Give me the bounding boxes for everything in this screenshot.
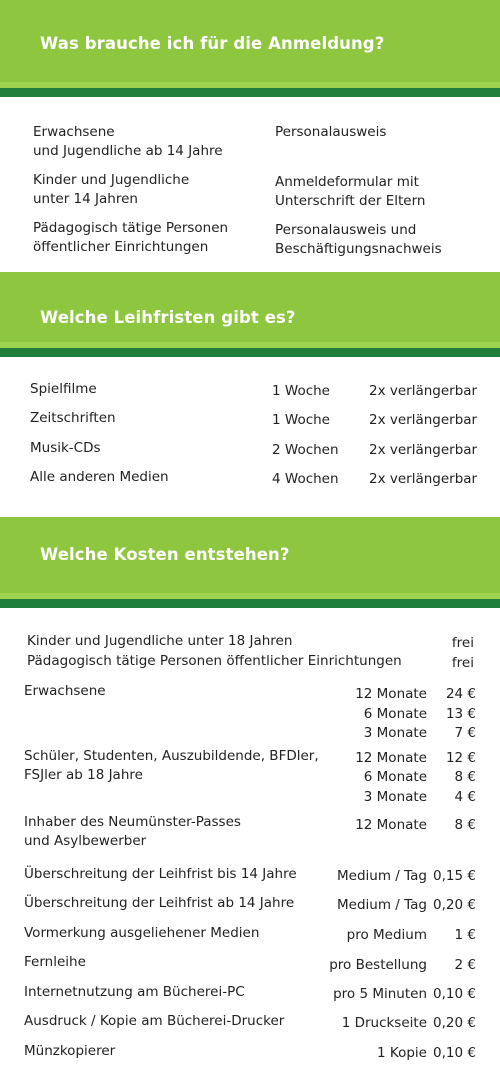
leihfrist-verlaengerung: 2x verlängerbar (369, 412, 478, 428)
kosten-term: 12 Monate (355, 817, 427, 833)
leihfrist-verlaengerung: 2x verlängerbar (369, 383, 478, 399)
gebuehr-unit: 1 Druckseite (341, 1015, 427, 1031)
kosten-free-price: frei (451, 655, 474, 671)
gebuehr-price: 0,15 € (433, 868, 476, 884)
leihfrist-dauer: 1 Woche (272, 383, 330, 399)
anmeldung-doc: Beschäftigungsnachweis (275, 241, 442, 257)
anmeldung-who: Erwachsene (33, 124, 115, 140)
gebuehr-price: 1 € (454, 927, 476, 943)
gebuehr-unit: 1 Kopie (377, 1045, 427, 1061)
anmeldung-doc: Anmeldeformular mit (275, 174, 419, 190)
section-title-kosten: Welche Kosten entstehen? (40, 545, 290, 564)
leihfrist-verlaengerung: 2x verlängerbar (369, 471, 478, 487)
gebuehr-label: Ausdruck / Kopie am Bücherei-Drucker (24, 1013, 285, 1029)
kosten-erwachsene-label: Erwachsene (24, 683, 106, 699)
anmeldung-doc: Personalausweis und (275, 222, 417, 238)
gebuehr-unit: Medium / Tag (337, 868, 427, 884)
leihfrist-verlaengerung: 2x verlängerbar (369, 442, 478, 458)
gebuehr-label: Internetnutzung am Bücherei-PC (24, 984, 245, 1000)
kosten-free-price: frei (451, 635, 474, 651)
gebuehr-price: 0,10 € (433, 986, 476, 1002)
gebuehr-unit: Medium / Tag (337, 897, 427, 913)
kosten-term: 6 Monate (363, 706, 427, 722)
kosten-price: 4 € (454, 789, 476, 805)
anmeldung-doc: Personalausweis (275, 124, 387, 140)
leihfrist-dauer: 2 Wochen (272, 442, 339, 458)
gebuehr-price: 2 € (454, 957, 476, 973)
anmeldung-who: unter 14 Jahren (33, 191, 138, 207)
anmeldung-doc: Unterschrift der Eltern (275, 193, 426, 209)
gebuehr-unit: pro 5 Minuten (333, 986, 427, 1002)
kosten-price: 8 € (454, 817, 476, 833)
leihfrist-medium: Spielfilme (30, 381, 97, 397)
gebuehr-label: Fernleihe (24, 954, 86, 970)
section-title-anmeldung: Was brauche ich für die Anmeldung? (40, 34, 385, 53)
kosten-term: 12 Monate (355, 686, 427, 702)
section-header-leihfristen (0, 272, 500, 342)
kosten-free-label: Kinder und Jugendliche unter 18 Jahren (27, 633, 293, 649)
kosten-neumuenster-label: und Asylbewerber (24, 833, 147, 849)
gebuehr-label: Vormerkung ausgeliehener Medien (24, 925, 260, 941)
gebuehr-price: 0,20 € (433, 897, 476, 913)
leihfrist-dauer: 1 Woche (272, 412, 330, 428)
kosten-schueler-label: FSJler ab 18 Jahre (24, 767, 143, 783)
kosten-term: 12 Monate (355, 750, 427, 766)
kosten-schueler-label: Schüler, Studenten, Auszubildende, BFDler, (24, 748, 319, 764)
gebuehr-label: Überschreitung der Leihfrist bis 14 Jahre (24, 866, 297, 882)
gebuehr-label: Überschreitung der Leihfrist ab 14 Jahre (24, 895, 295, 911)
kosten-price: 8 € (454, 769, 476, 785)
anmeldung-who: und Jugendliche ab 14 Jahre (33, 143, 223, 159)
kosten-term: 3 Monate (363, 725, 427, 741)
kosten-price: 12 € (445, 750, 476, 766)
kosten-price: 13 € (445, 706, 476, 722)
gebuehr-unit: pro Bestellung (329, 957, 427, 973)
gebuehr-unit: pro Medium (346, 927, 427, 943)
anmeldung-who: Kinder und Jugendliche (33, 172, 190, 188)
kosten-neumuenster-label: Inhaber des Neumünster-Passes (24, 814, 241, 830)
kosten-price: 24 € (445, 686, 476, 702)
anmeldung-who: Pädagogisch tätige Personen (33, 220, 229, 236)
gebuehr-price: 0,10 € (433, 1045, 476, 1061)
leihfrist-medium: Musik-CDs (30, 440, 101, 456)
leihfrist-medium: Alle anderen Medien (30, 469, 169, 485)
kosten-price: 7 € (454, 725, 476, 741)
gebuehr-price: 0,20 € (433, 1015, 476, 1031)
leihfrist-dauer: 4 Wochen (272, 471, 339, 487)
kosten-free-label: Pädagogisch tätige Personen öffentlicher Einrichtungen (27, 653, 402, 669)
leihfrist-medium: Zeitschriften (30, 410, 116, 426)
anmeldung-who: öffentlicher Einrichtungen (33, 239, 209, 255)
kosten-term: 3 Monate (363, 789, 427, 805)
kosten-term: 6 Monate (363, 769, 427, 785)
section-title-leihfristen: Welche Leihfristen gibt es? (40, 308, 296, 327)
gebuehr-label: Münzkopierer (24, 1043, 116, 1059)
